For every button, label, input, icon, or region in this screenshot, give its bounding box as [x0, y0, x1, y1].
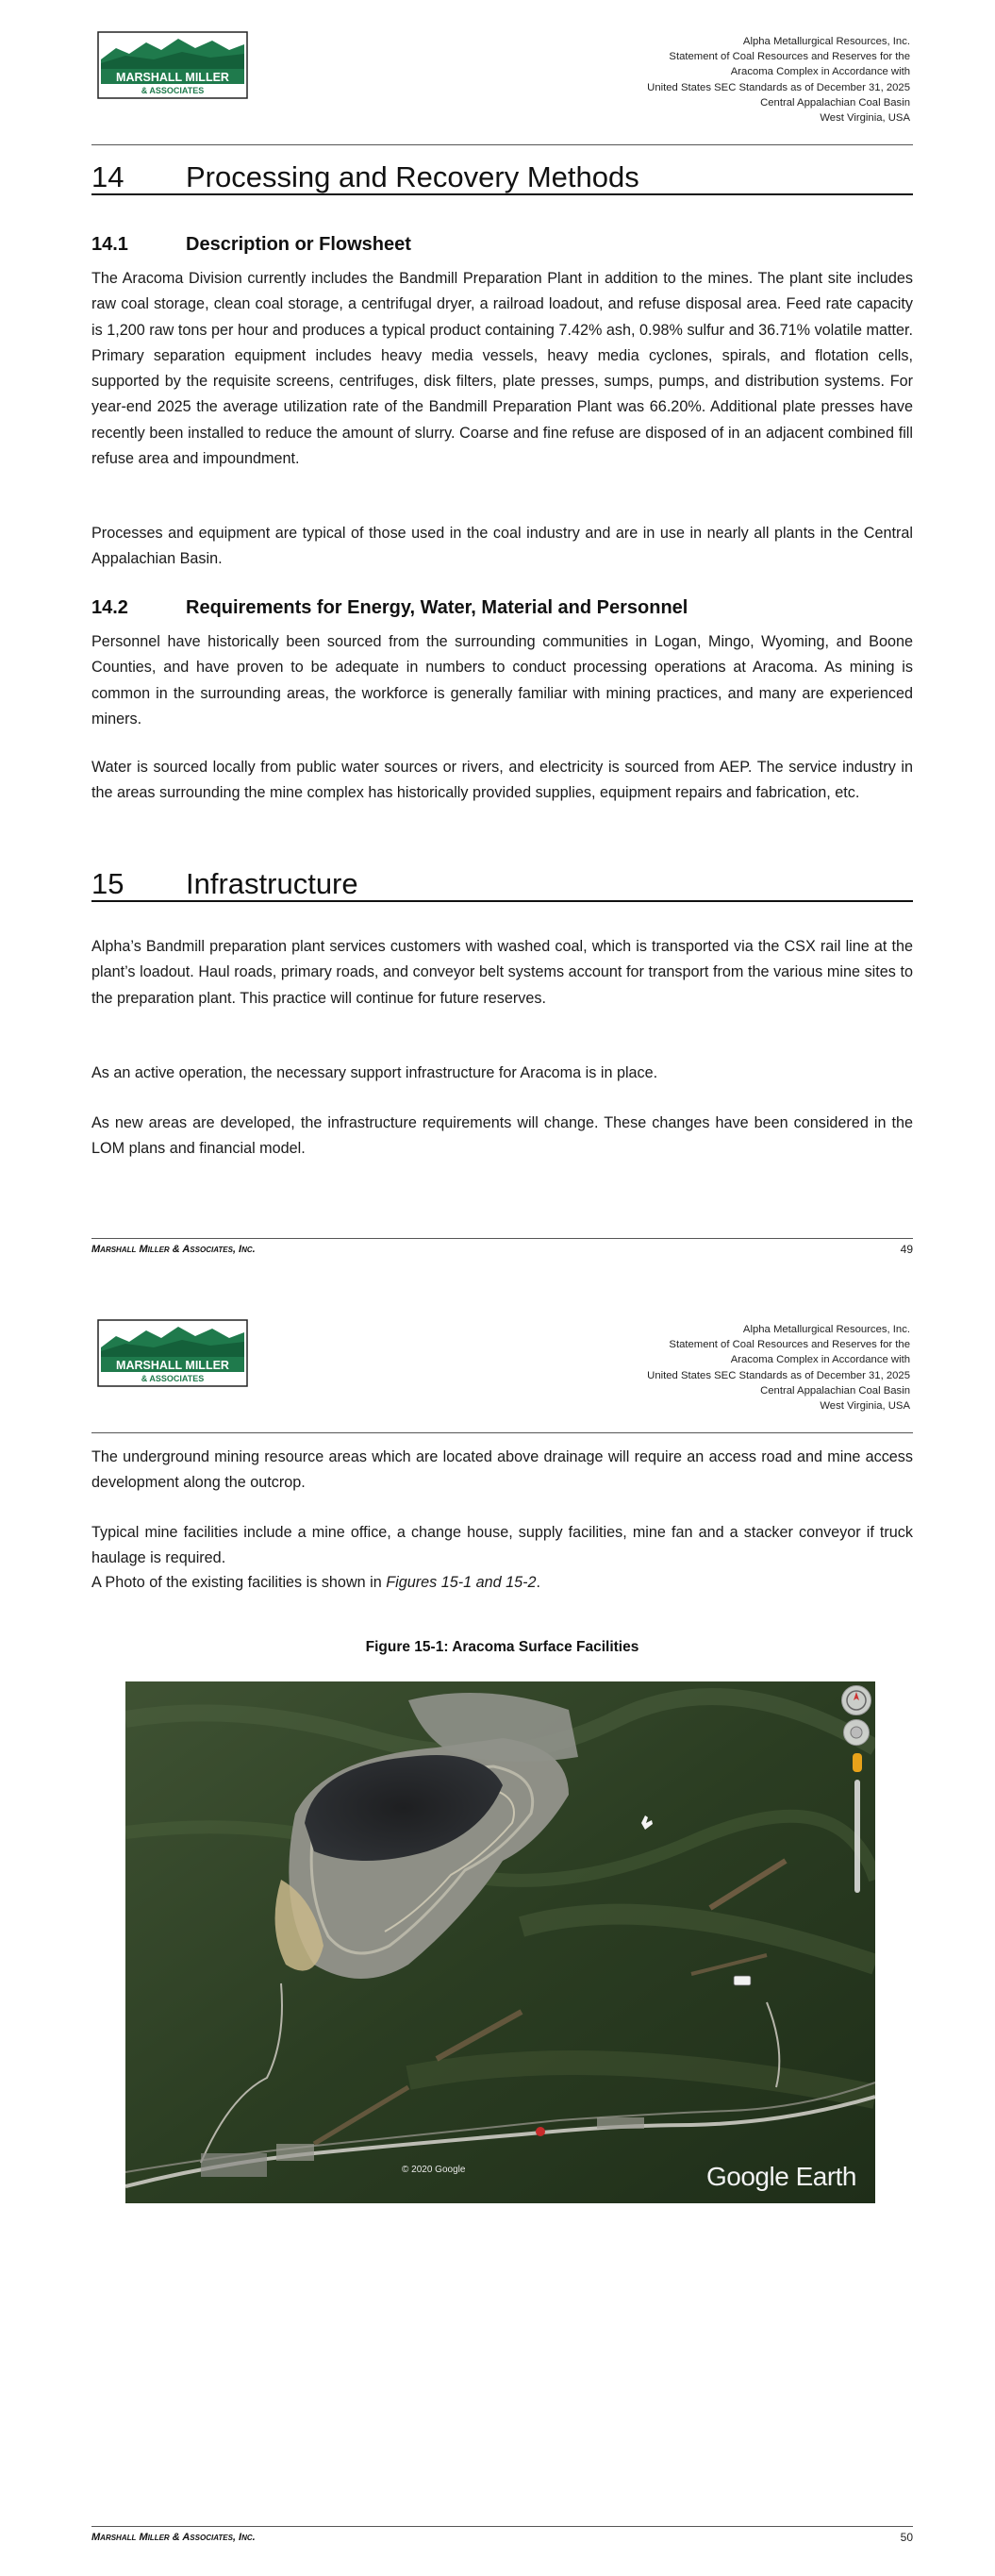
svg-text:& ASSOCIATES: & ASSOCIATES [141, 1374, 205, 1383]
header-divider [91, 1432, 913, 1433]
section-heading-15 [91, 868, 913, 902]
footer-divider [91, 1238, 913, 1239]
header-line: Aracoma Complex in Accordance with [730, 66, 910, 78]
paragraph-text: A Photo of the existing facilities is shown in [91, 1574, 387, 1591]
look-control[interactable] [843, 1719, 870, 1746]
footer-firm-name: Marshall Miller & Associates, Inc. [91, 1244, 256, 1255]
paragraph: Water is sourced locally from public water sources or rivers, and electricity is sourced from AEP. The service industry in the areas surrounding the mine complex has historically provided supplies, equipment repairs and fabrication, etc. [91, 759, 913, 802]
header-line: Statement of Coal Resources and Reserves for the [669, 51, 910, 63]
subsection-title: Requirements for Energy, Water, Material and Personnel [186, 597, 688, 618]
document-header [514, 34, 910, 125]
paragraph [91, 1570, 913, 1596]
company-logo [97, 1319, 248, 1387]
svg-text:MARSHALL MILLER: MARSHALL MILLER [116, 71, 229, 84]
header-line: Statement of Coal Resources and Reserves for the [669, 1339, 910, 1351]
page-number: 50 [900, 2531, 913, 2544]
header-line: Central Appalachian Coal Basin [760, 96, 910, 109]
header-line: West Virginia, USA [820, 1400, 910, 1413]
paragraph: The underground mining resource areas which are located above drainage will require an access road and mine access development along the outcrop. [91, 1448, 913, 1492]
subsection-title: Description or Flowsheet [186, 234, 411, 255]
figure-caption: Figure 15-1: Aracoma Surface Facilities [365, 1639, 639, 1655]
section-number: 14 [91, 160, 124, 193]
paragraph: Processes and equipment are typical of those used in the coal industry and are in use in nearly all plants in the Central Appalachian Basin. [91, 525, 913, 568]
section-number: 15 [91, 867, 124, 900]
paragraph: As an active operation, the necessary support infrastructure for Aracoma is in place. [91, 1064, 658, 1081]
google-earth-watermark: Google Earth [706, 2162, 856, 2191]
header-company: Alpha Metallurgical Resources, Inc. [742, 36, 910, 47]
header-line: Central Appalachian Coal Basin [760, 1384, 910, 1397]
aerial-photo-aracoma-facilities [125, 1681, 875, 2203]
paragraph: As new areas are developed, the infrastructure requirements will change. These changes have been considered in the LOM plans and financial model. [91, 1114, 913, 1158]
section-heading-14 [91, 161, 913, 195]
paragraph: Personnel have historically been sourced from the surrounding communities in Logan, Mingo, Wyoming, and Boone Counties, and have proven to be adequate in numbers to conduct processing operations at Aracoma. As mining is common in the surrounding areas, the workforce is generally familiar with mining practices, and many are experienced miners. [91, 633, 913, 728]
page-number: 49 [900, 1243, 913, 1256]
header-line: West Virginia, USA [820, 112, 910, 125]
header-divider [91, 144, 913, 145]
paragraph: Typical mine facilities include a mine office, a change house, supply facilities, mine fan and a stacker conveyor if truck haulage is required. [91, 1524, 913, 1567]
header-line: United States SEC Standards as of December 31, 2025 [647, 1369, 910, 1381]
svg-text:MARSHALL MILLER: MARSHALL MILLER [116, 1359, 229, 1372]
street-view-pegman-icon[interactable] [853, 1753, 862, 1772]
header-line: Aracoma Complex in Accordance with [730, 1354, 910, 1366]
header-line: United States SEC Standards as of December 31, 2025 [647, 81, 910, 93]
compass-control[interactable] [841, 1685, 871, 1715]
paragraph: Alpha’s Bandmill preparation plant services customers with washed coal, which is transported via the CSX rail line at the plant’s loadout. Haul roads, primary roads, and conveyor belt systems account for transport from the various mine sites to the preparation plant. This practice will continue for future reserves. [91, 938, 913, 1007]
figure-reference: Figures 15-1 and 15-2 [386, 1574, 537, 1591]
footer-firm-name: Marshall Miller & Associates, Inc. [91, 2532, 256, 2543]
header-company: Alpha Metallurgical Resources, Inc. [742, 1324, 910, 1335]
map-copyright: © 2020 Google [402, 2165, 466, 2175]
paragraph-text: . [536, 1574, 541, 1591]
document-header [514, 1322, 910, 1413]
svg-text:& ASSOCIATES: & ASSOCIATES [141, 86, 205, 95]
footer-divider [91, 2526, 913, 2527]
paragraph: The Aracoma Division currently includes the Bandmill Preparation Plant in addition to the mines. The plant site includes raw coal storage, clean coal storage, a centrifugal dryer, a railroad loadout, and refuse disposal area. Feed rate capacity is 1,200 raw tons per hour and produces a typical product containing 7.42% ash, 0.98% sulfur and 36.71% volatile matter. Primary separation equipment includes heavy media vessels, heavy media cyclones, spirals, and flotation cells, supported by the requisite screens, centrifuges, disk filters, plate presses, sumps, pumps, and distribution systems. For year-end 2025 the average utilization rate of the Bandmill Preparation Plant was 66.20%. Additional plate presses have recently been installed to reduce the amount of slurry. Coarse and fine refuse are disposed of in an adjacent combined fill refuse area and impoundment. [91, 270, 913, 468]
company-logo [97, 31, 248, 99]
zoom-slider[interactable] [854, 1780, 860, 1893]
subsection-number: 14.2 [91, 597, 128, 618]
subsection-number: 14.1 [91, 234, 128, 255]
section-title: Infrastructure [186, 867, 358, 900]
section-title: Processing and Recovery Methods [186, 160, 639, 193]
